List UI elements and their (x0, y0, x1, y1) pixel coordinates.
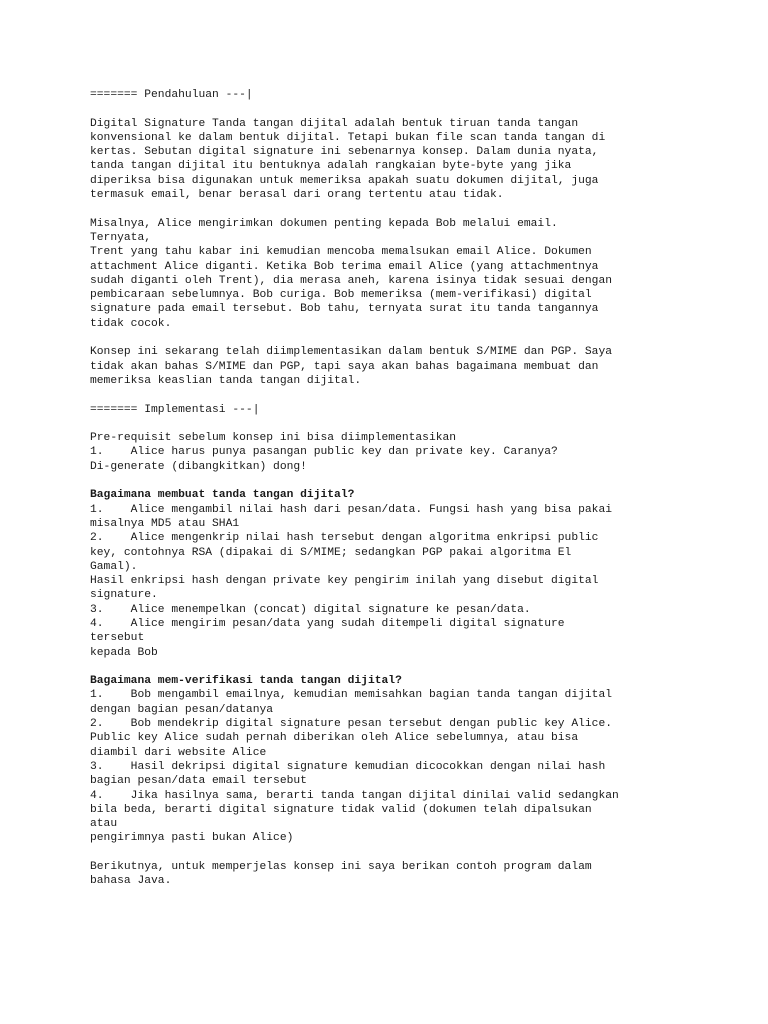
blank-line (90, 102, 730, 116)
text-line: Berikutnya, untuk memperjelas konsep ini saya berikan contoh program dalam (90, 861, 592, 874)
text-line: signature pada email tersebut. Bob tahu, ternyata surat itu tanda tangannya (90, 303, 599, 316)
text-line: Di-generate (dibangkitkan) dong! (90, 460, 307, 473)
text-line: 1. Alice mengambil nilai hash dari pesan/data. Fungsi hash yang bisa pakai (90, 503, 613, 516)
text-line: 2. Bob mendekrip digital signature pesan tersebut dengan public key Alice. (90, 718, 613, 731)
subsection-heading: Bagaimana membuat tanda tangan dijital? (90, 489, 355, 502)
text-line: Digital Signature Tanda tangan dijital adalah bentuk tiruan tanda tangan (90, 117, 579, 130)
document-body (90, 88, 730, 889)
blank-line (90, 331, 730, 345)
text-line: sudah diganti oleh Trent), dia merasa aneh, karena isinya tidak sesuai dengan (90, 274, 613, 287)
text-line: 4. Alice mengirim pesan/data yang sudah ditempeli digital signature (90, 617, 565, 630)
text-line: diperiksa bisa digunakan untuk memeriksa apakah suatu dokumen dijital, juga (90, 174, 599, 187)
text-line: Hasil enkripsi hash dengan private key pengirim inilah yang disebut digital (90, 575, 599, 588)
text-line: Pre-requisit sebelum konsep ini bisa diimplementasikan (90, 432, 457, 445)
text-line: 1. Alice harus punya pasangan public key dan private key. Caranya? (90, 446, 558, 459)
text-line: kertas. Sebutan digital signature ini sebenarnya konsep. Dalam dunia nyata, (90, 146, 599, 159)
blank-line (90, 474, 730, 488)
blank-line (90, 388, 730, 402)
text-line: tersebut (90, 632, 145, 645)
text-line: misalnya MD5 atau SHA1 (90, 517, 240, 530)
text-line: tidak cocok. (90, 317, 172, 330)
text-line: Misalnya, Alice mengirimkan dokumen penting kepada Bob melalui email. (90, 217, 558, 230)
text-line: signature. (90, 589, 158, 602)
text-line: 3. Hasil dekripsi digital signature kemudian dicocokkan dengan nilai hash (90, 760, 606, 773)
text-line: dengan bagian pesan/datanya (90, 703, 274, 716)
section-heading: ======= Pendahuluan ---| (90, 89, 253, 101)
text-line: Konsep ini sekarang telah diimplementasikan dalam bentuk S/MIME dan PGP. Saya (90, 346, 613, 359)
text-line: 1. Bob mengambil emailnya, kemudian memisahkan bagian tanda tangan dijital (90, 689, 613, 702)
blank-line (90, 660, 730, 674)
blank-line (90, 202, 730, 216)
text-line: attachment Alice diganti. Ketika Bob terima email Alice (yang attachmentnya (90, 260, 599, 273)
text-line: Public key Alice sudah pernah diberikan oleh Alice sebelumnya, atau bisa (90, 732, 579, 745)
subsection-heading: Bagaimana mem-verifikasi tanda tangan dijital? (90, 675, 402, 688)
text-line: Trent yang tahu kabar ini kemudian mencoba memalsukan email Alice. Dokumen (90, 246, 592, 259)
text-line: pengirimnya pasti bukan Alice) (90, 832, 294, 845)
text-line: bahasa Java. (90, 875, 172, 888)
text-line: pembicaraan sebelumnya. Bob curiga. Bob memeriksa (mem-verifikasi) digital (90, 289, 592, 302)
text-line: bagian pesan/data email tersebut (90, 775, 307, 788)
text-line: key, contohnya RSA (dipakai di S/MIME; sedangkan PGP pakai algoritma El (90, 546, 572, 559)
blank-line (90, 846, 730, 860)
blank-line (90, 417, 730, 431)
text-line: Ternyata, (90, 231, 152, 244)
text-line: kepada Bob (90, 646, 158, 659)
text-line: memeriksa keaslian tanda tangan dijital. (90, 374, 362, 387)
text-line: 4. Jika hasilnya sama, berarti tanda tangan dijital dinilai valid sedangkan (90, 789, 619, 802)
text-line: 3. Alice menempelkan (concat) digital signature ke pesan/data. (90, 603, 531, 616)
text-line: termasuk email, benar berasal dari orang tertentu atau tidak. (90, 189, 504, 202)
text-line: bila beda, berarti digital signature tidak valid (dokumen telah dipalsukan (90, 803, 592, 816)
text-line: tidak akan bahas S/MIME dan PGP, tapi saya akan bahas bagaimana membuat dan (90, 360, 599, 373)
text-line: konvensional ke dalam bentuk dijital. Tetapi bukan file scan tanda tangan di (90, 131, 606, 144)
section-heading: ======= Implementasi ---| (90, 403, 260, 416)
text-line: diambil dari website Alice (90, 746, 267, 759)
text-line: tanda tangan dijital itu bentuknya adalah rangkaian byte-byte yang jika (90, 160, 572, 173)
text-line: 2. Alice mengenkrip nilai hash tersebut dengan algoritma enkripsi public (90, 532, 599, 545)
text-line: Gamal). (90, 560, 138, 573)
text-line: atau (90, 818, 118, 831)
